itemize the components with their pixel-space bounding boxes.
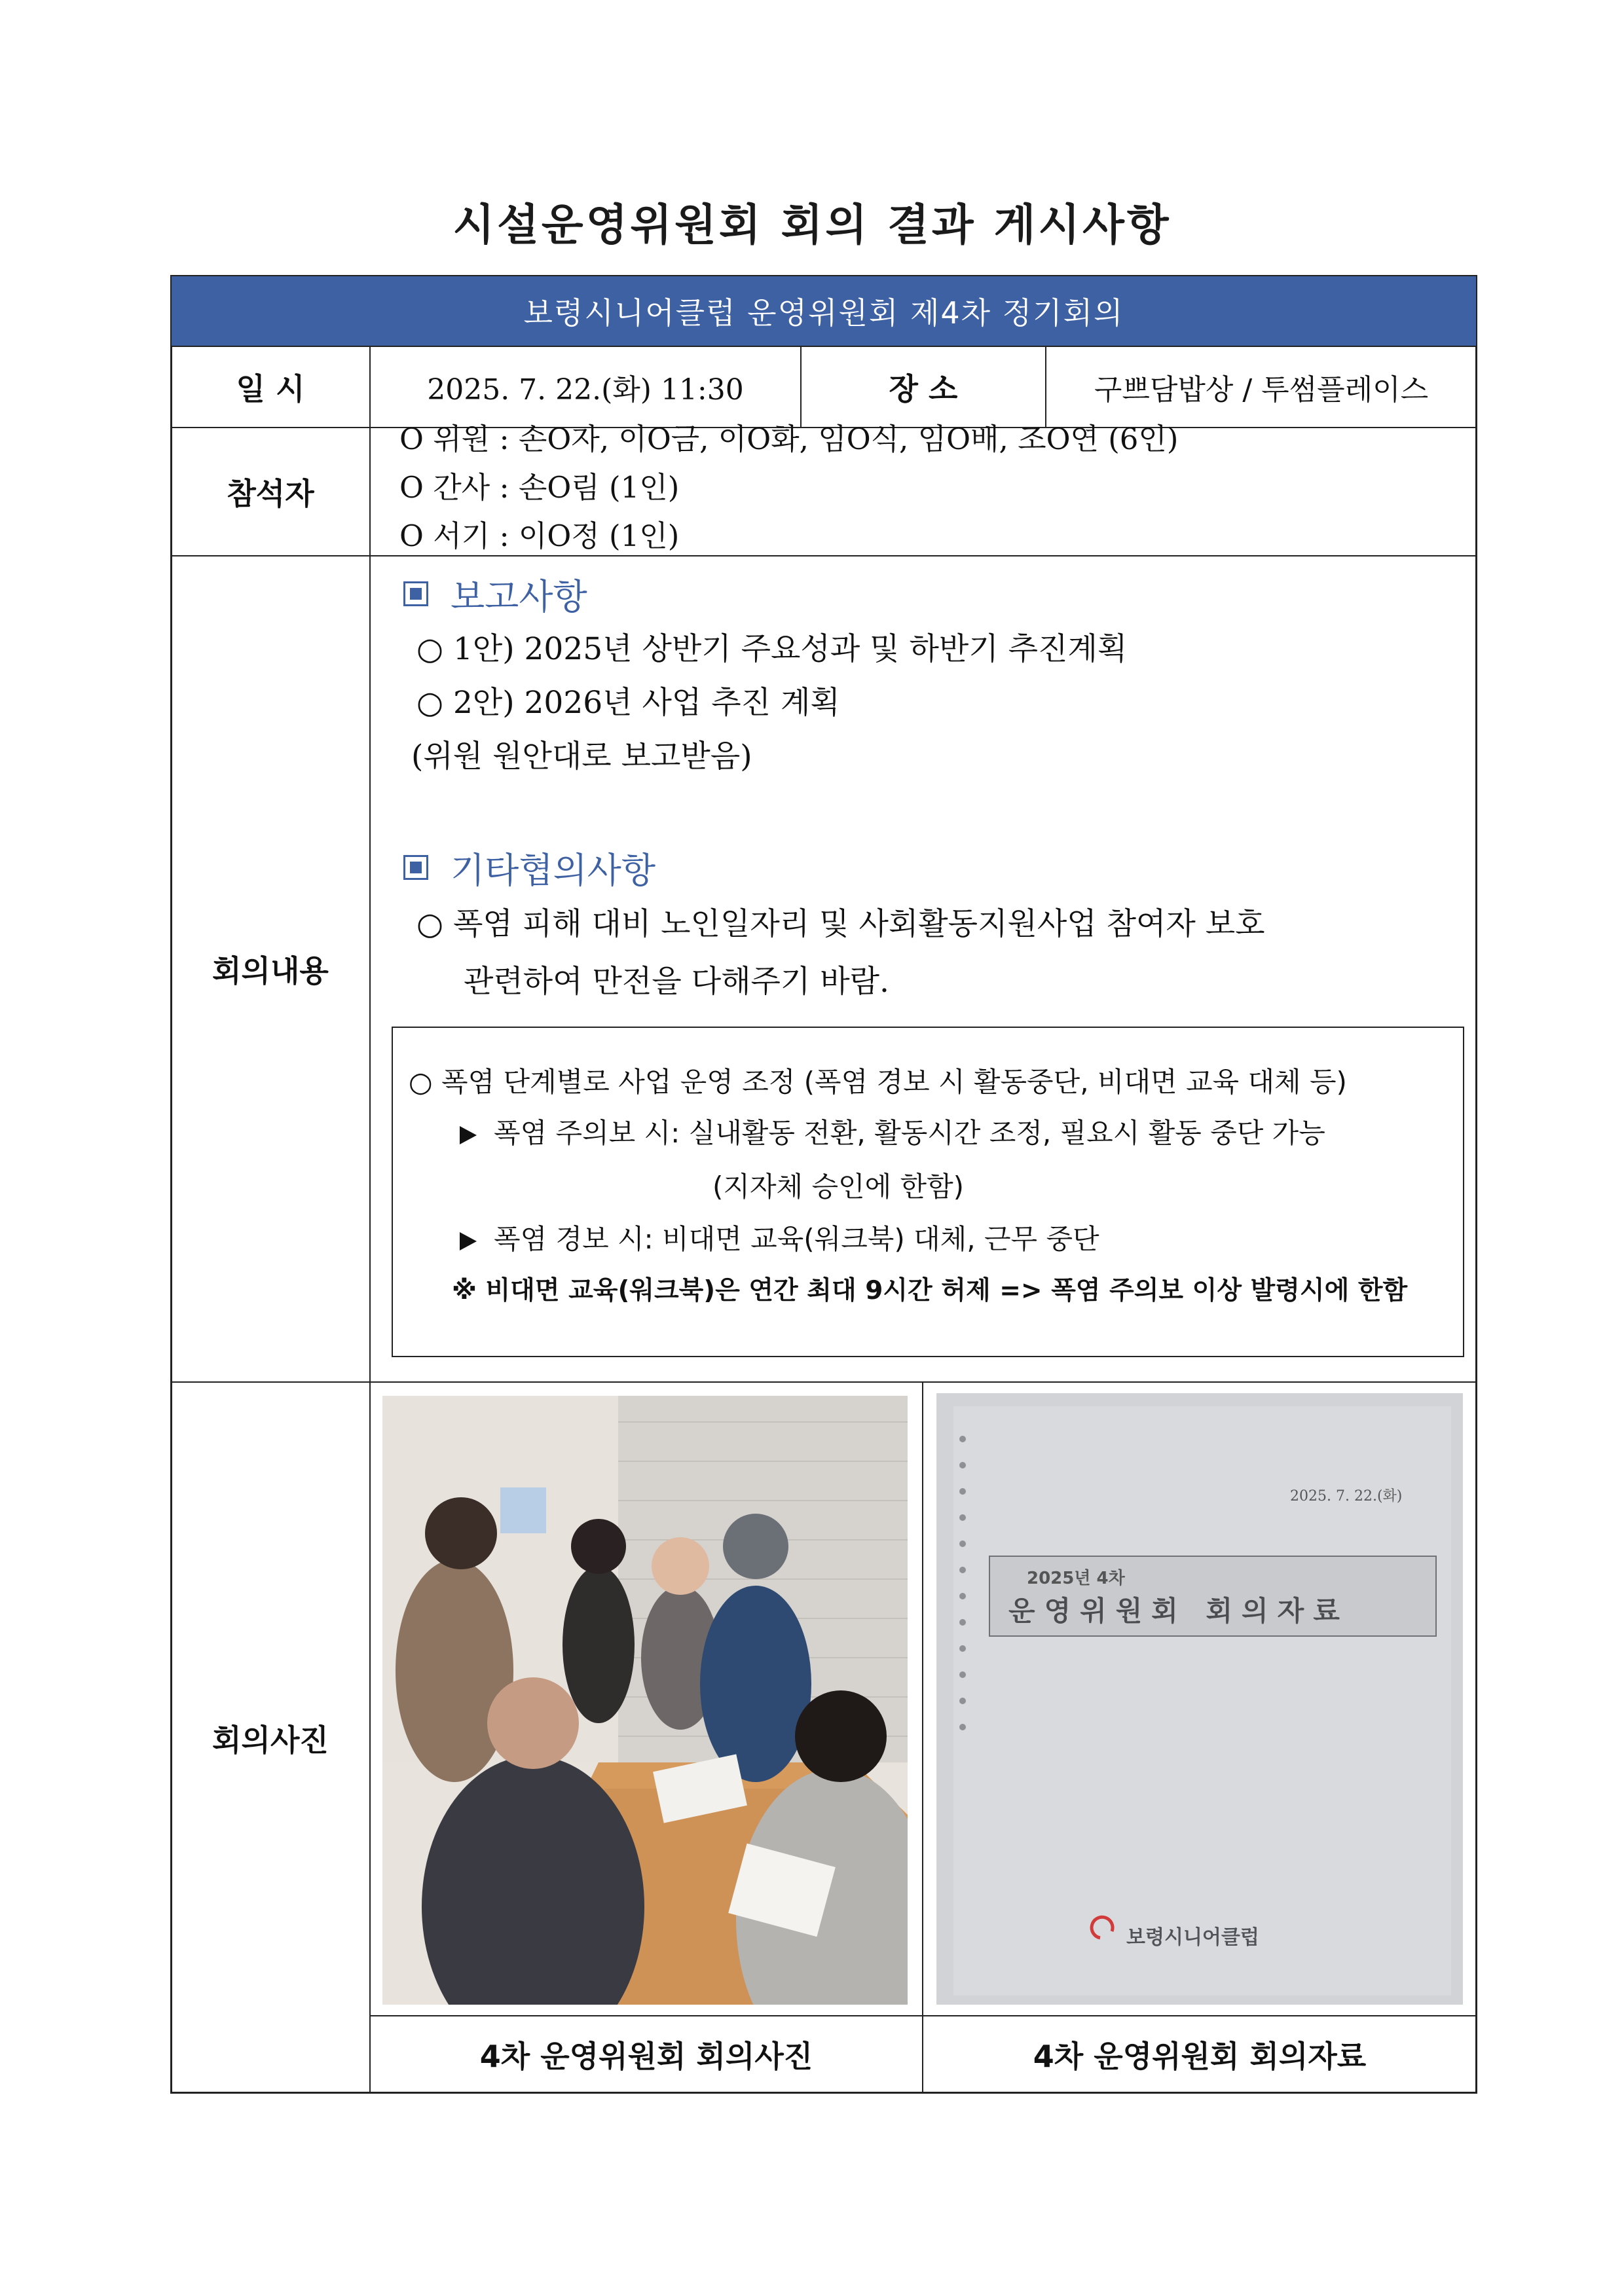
box-line-2: 폭염 주의보 시: 실내활동 전환, 활동시간 조정, 필요시 활동 중단 가능 [460, 1120, 1325, 1147]
booklet-org: 보령시니어클럽 [1126, 1926, 1259, 1949]
report-item-2: ○ 2안) 2026년 사업 추진 계획 [416, 685, 840, 721]
caption-meeting-materials: 4차 운영위원회 회의자료 [1033, 2039, 1367, 2074]
attendees-label: 참석자 [227, 476, 314, 511]
place-label: 장 소 [889, 371, 958, 407]
other-line-1: ○ 폭염 피해 대비 노인일자리 및 사회활동지원사업 참여자 보호 [416, 906, 1265, 942]
meeting-booklet-photo [936, 1393, 1463, 2005]
document-title: 시설운영위원회 회의 결과 게시사항 [452, 200, 1172, 250]
box-line-1: ○ 폭염 단계별로 사업 운영 조정 (폭염 경보 시 활동중단, 비대면 교육 대체 등) [409, 1066, 1347, 1098]
report-heading: 보고사항 [403, 571, 587, 617]
report-item-1: ○ 1안) 2025년 상반기 주요성과 및 하반기 추진계획 [416, 631, 1128, 667]
booklet-year: 2025년 4차 [1027, 1569, 1125, 1588]
triangle-bullet-icon [460, 1126, 477, 1144]
box-line-3: (지자체 승인에 한함) [712, 1171, 965, 1203]
place-value: 구쁘담밥상 / 투썸플레이스 [1094, 373, 1429, 407]
triangle-bullet-icon [460, 1232, 477, 1250]
other-heading: 기타협의사항 [403, 845, 655, 890]
square-bullet-icon [403, 581, 428, 606]
photos-label: 회의사진 [212, 1722, 329, 1758]
date-value: 2025. 7. 22.(화) 11:30 [427, 373, 744, 407]
attendee-line-members: O 위원 : 손O자, 이O금, 이O화, 임O식, 임O배, 조O연 (6인) [399, 422, 1179, 456]
box-line-5: ※ 비대면 교육(워크북)은 연간 최대 9시간 허제 => 폭염 주의보 이상 발령시에 한함 [452, 1276, 1408, 1305]
meeting-photo [382, 1396, 908, 2005]
square-bullet-icon [403, 855, 428, 880]
box-line-4: 폭염 경보 시: 비대면 교육(워크북) 대체, 근무 중단 [460, 1226, 1099, 1253]
other-line-2: 관련하여 만전을 다해주기 바람. [464, 964, 889, 1000]
report-note: (위원 원안대로 보고받음) [411, 738, 752, 774]
attendee-line-clerk: O 서기 : 이O정 (1인) [399, 519, 680, 553]
table-header: 보령시니어클럽 운영위원회 제4차 정기회의 [172, 276, 1476, 346]
attendee-line-secretary: O 간사 : 손O림 (1인) [399, 470, 680, 505]
caption-meeting-photo: 4차 운영위원회 회의사진 [479, 2039, 813, 2074]
date-label: 일 시 [236, 371, 305, 407]
booklet-title: 운영위원회 회의자료 [1008, 1595, 1349, 1627]
booklet-date: 2025. 7. 22.(화) [1290, 1488, 1403, 1504]
content-label: 회의내용 [212, 953, 329, 989]
